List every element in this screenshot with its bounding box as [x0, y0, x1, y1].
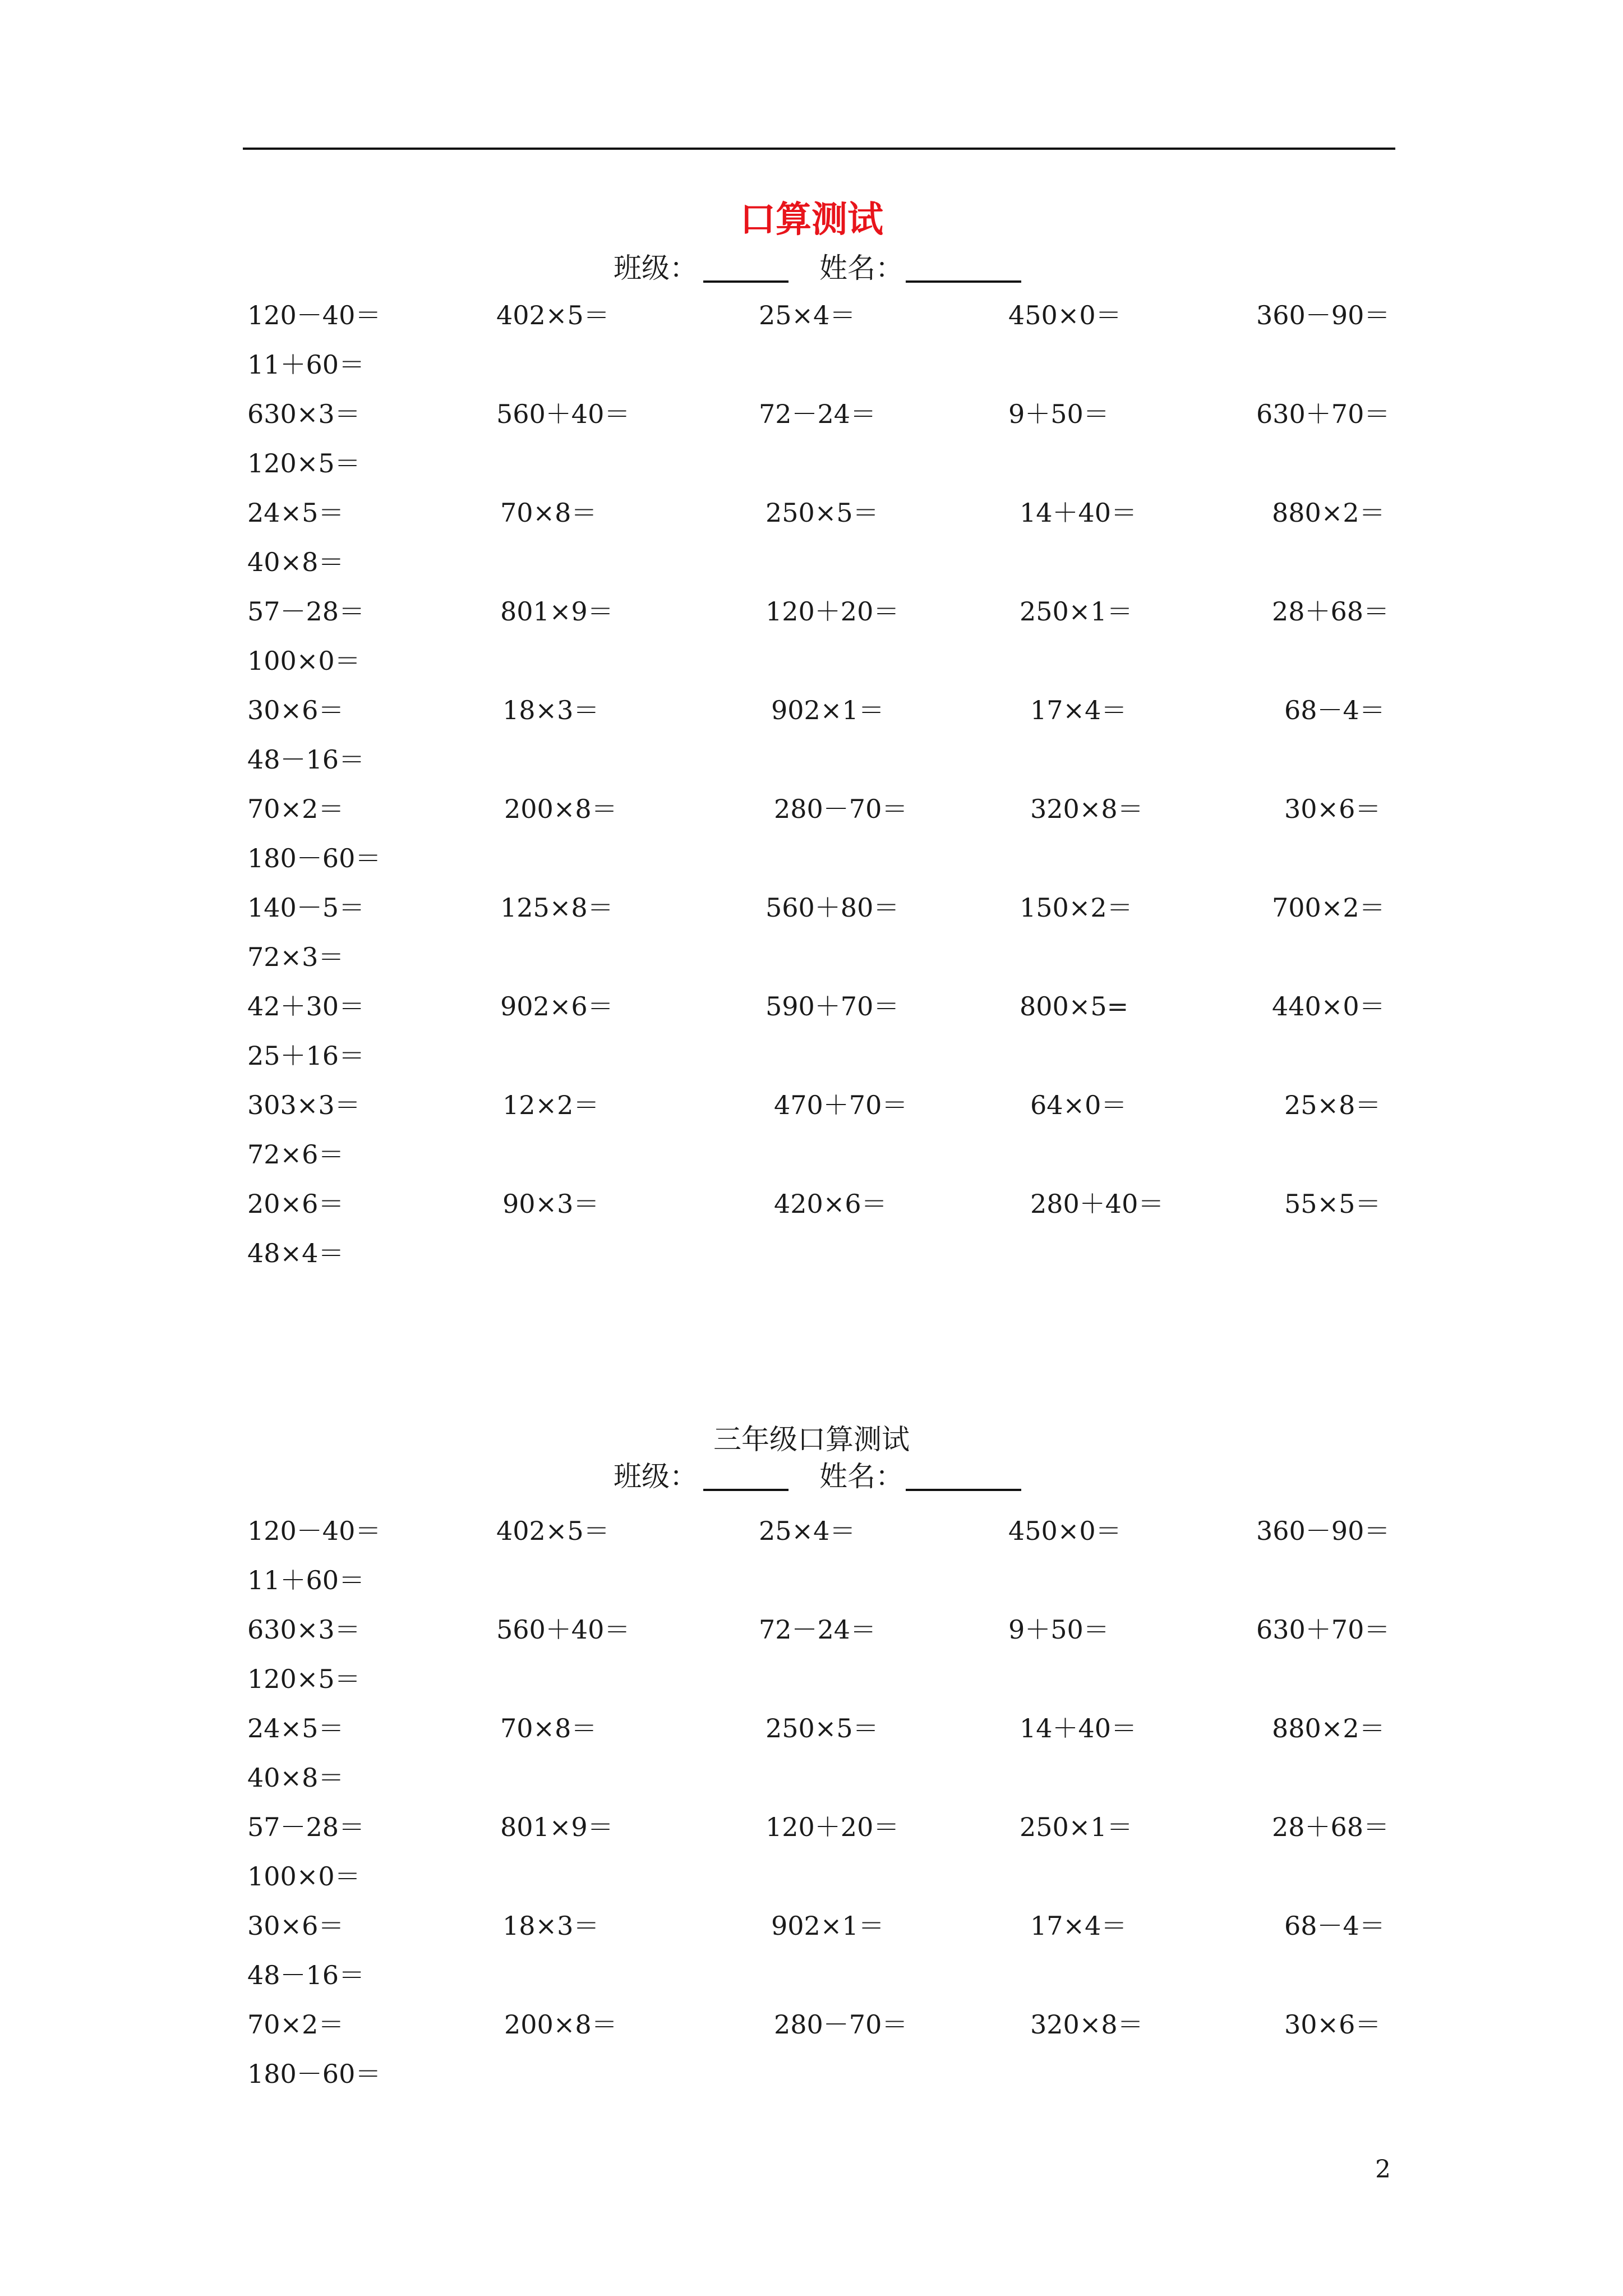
problem-row [0, 643, 1623, 679]
problem: 902×1＝ [771, 1911, 884, 1941]
problem-row [0, 445, 1623, 481]
problem-row [0, 1760, 1623, 1796]
problem: 450×0＝ [1008, 1516, 1122, 1546]
problem: 70×2＝ [247, 2009, 344, 2040]
problem: 560＋40＝ [496, 399, 630, 429]
problem: 25×4＝ [759, 1516, 856, 1546]
problem: 30×6＝ [247, 1911, 344, 1941]
problem: 100×0＝ [247, 1861, 361, 1892]
problem: 560＋80＝ [766, 892, 900, 923]
problem-row [0, 347, 1623, 383]
problem: 280－70＝ [774, 2009, 908, 2040]
problem: 9＋50＝ [1008, 399, 1109, 429]
problem-row [0, 396, 1623, 432]
problem: 40×8＝ [247, 1763, 344, 1793]
problem: 68－4＝ [1284, 1911, 1385, 1941]
problem: 180－60＝ [247, 2059, 381, 2089]
problem-row [0, 593, 1623, 629]
sheet1-info-row [614, 250, 1040, 286]
problem-row [0, 1612, 1623, 1648]
class-label: 班级： [614, 1460, 698, 1493]
problem: 55×5＝ [1284, 1189, 1381, 1219]
problem: 140－5＝ [247, 892, 365, 923]
problem-row [0, 692, 1623, 728]
problem: 17×4＝ [1030, 695, 1127, 725]
problem: 880×2＝ [1272, 498, 1385, 528]
problem-row [0, 791, 1623, 827]
header-rule [243, 148, 1395, 150]
problem: 902×1＝ [771, 695, 884, 725]
problem: 402×5＝ [496, 1516, 610, 1546]
problem: 250×5＝ [766, 1713, 879, 1743]
problem: 200×8＝ [504, 794, 617, 824]
problem: 28＋68＝ [1272, 596, 1390, 627]
problem: 14＋40＝ [1020, 1713, 1137, 1743]
problem: 902×6＝ [500, 991, 614, 1022]
name-blank [906, 280, 1021, 283]
sheet2-title: 三年级口算测试 [713, 1423, 910, 1456]
problem-row [0, 495, 1623, 531]
problem: 120－40＝ [247, 1516, 381, 1546]
class-label: 班级： [614, 252, 698, 284]
problem-row [0, 1710, 1623, 1746]
problem: 320×8＝ [1030, 2009, 1144, 2040]
problem: 800×5= [1020, 991, 1129, 1022]
problem-row [0, 1908, 1623, 1944]
problem: 250×5＝ [766, 498, 879, 528]
problem: 630×3＝ [247, 1614, 361, 1645]
problem: 48－16＝ [247, 744, 365, 775]
problem: 72－24＝ [759, 399, 877, 429]
problem: 90×3＝ [502, 1189, 600, 1219]
problem: 880×2＝ [1272, 1713, 1385, 1743]
page-number: 2 [1375, 2155, 1391, 2184]
problem: 120＋20＝ [766, 596, 900, 627]
problem-row [0, 2007, 1623, 2042]
problem: 30×6＝ [247, 695, 344, 725]
problem: 48－16＝ [247, 1960, 365, 1990]
name-blank [906, 1489, 1021, 1491]
problem: 11＋60＝ [247, 349, 365, 380]
problem-row [0, 297, 1623, 333]
problem-row [0, 2056, 1623, 2092]
problem: 303×3＝ [247, 1090, 361, 1120]
problem-row [0, 1809, 1623, 1845]
problem-row [0, 1137, 1623, 1172]
problem: 120×5＝ [247, 1664, 361, 1694]
problem: 360－90＝ [1256, 1516, 1390, 1546]
name-label: 姓名： [819, 252, 903, 284]
problem-row [0, 1235, 1623, 1271]
problem-row [0, 742, 1623, 777]
problem: 68－4＝ [1284, 695, 1385, 725]
problem: 64×0＝ [1030, 1090, 1127, 1120]
problem: 17×4＝ [1030, 1911, 1127, 1941]
problem: 30×6＝ [1284, 2009, 1381, 2040]
problem: 57－28＝ [247, 1812, 365, 1842]
problem: 12×2＝ [502, 1090, 600, 1120]
problem: 11＋60＝ [247, 1565, 365, 1595]
problem: 280＋40＝ [1030, 1189, 1164, 1219]
problem: 630×3＝ [247, 399, 361, 429]
problem: 72×3＝ [247, 942, 344, 972]
problem-row [0, 890, 1623, 926]
problem-row [0, 1661, 1623, 1697]
problem: 24×5＝ [247, 1713, 344, 1743]
problem-row [0, 1513, 1623, 1549]
problem: 180－60＝ [247, 843, 381, 873]
problem-row [0, 1562, 1623, 1598]
problem: 320×8＝ [1030, 794, 1144, 824]
problem: 72×6＝ [247, 1139, 344, 1170]
problem: 470＋70＝ [774, 1090, 908, 1120]
problem: 100×0＝ [247, 646, 361, 676]
problem: 420×6＝ [774, 1189, 887, 1219]
problem-row [0, 1186, 1623, 1222]
name-label: 姓名： [819, 1460, 903, 1493]
problem-row [0, 1038, 1623, 1074]
problem: 450×0＝ [1008, 300, 1122, 330]
problem: 120－40＝ [247, 300, 381, 330]
problem: 402×5＝ [496, 300, 610, 330]
problem: 360－90＝ [1256, 300, 1390, 330]
problem: 801×9＝ [500, 596, 614, 627]
problem: 250×1＝ [1020, 1812, 1133, 1842]
problem-row [0, 840, 1623, 876]
class-blank [703, 1489, 789, 1491]
problem: 9＋50＝ [1008, 1614, 1109, 1645]
problem: 120×5＝ [247, 448, 361, 478]
problem-row [0, 1957, 1623, 1993]
problem: 40×8＝ [247, 547, 344, 577]
sheet1-title: 口算测试 [740, 199, 883, 241]
problem: 25＋16＝ [247, 1041, 365, 1071]
problem: 70×8＝ [500, 1713, 597, 1743]
problem: 48×4＝ [247, 1238, 344, 1268]
sheet2-info-row [614, 1458, 1040, 1494]
problem: 630＋70＝ [1256, 1614, 1390, 1645]
class-blank [703, 280, 789, 283]
problem: 24×5＝ [247, 498, 344, 528]
problem: 560＋40＝ [496, 1614, 630, 1645]
problem: 200×8＝ [504, 2009, 617, 2040]
problem: 440×0＝ [1272, 991, 1385, 1022]
problem: 14＋40＝ [1020, 498, 1137, 528]
problem: 590＋70＝ [766, 991, 900, 1022]
problem-row [0, 939, 1623, 975]
problem: 28＋68＝ [1272, 1812, 1390, 1842]
problem-row [0, 988, 1623, 1024]
problem: 25×4＝ [759, 300, 856, 330]
problem: 72－24＝ [759, 1614, 877, 1645]
problem-row [0, 1087, 1623, 1123]
problem-row [0, 1858, 1623, 1894]
problem: 20×6＝ [247, 1189, 344, 1219]
problem: 700×2＝ [1272, 892, 1385, 923]
problem: 250×1＝ [1020, 596, 1133, 627]
problem: 30×6＝ [1284, 794, 1381, 824]
problem: 18×3＝ [502, 695, 600, 725]
problem: 25×8＝ [1284, 1090, 1381, 1120]
problem: 120＋20＝ [766, 1812, 900, 1842]
problem-row [0, 544, 1623, 580]
problem: 42＋30＝ [247, 991, 365, 1022]
problem: 280－70＝ [774, 794, 908, 824]
problem: 70×8＝ [500, 498, 597, 528]
problem: 57－28＝ [247, 596, 365, 627]
problem: 125×8＝ [500, 892, 614, 923]
problem: 801×9＝ [500, 1812, 614, 1842]
problem: 630＋70＝ [1256, 399, 1390, 429]
problem: 70×2＝ [247, 794, 344, 824]
problem: 18×3＝ [502, 1911, 600, 1941]
problem: 150×2＝ [1020, 892, 1133, 923]
